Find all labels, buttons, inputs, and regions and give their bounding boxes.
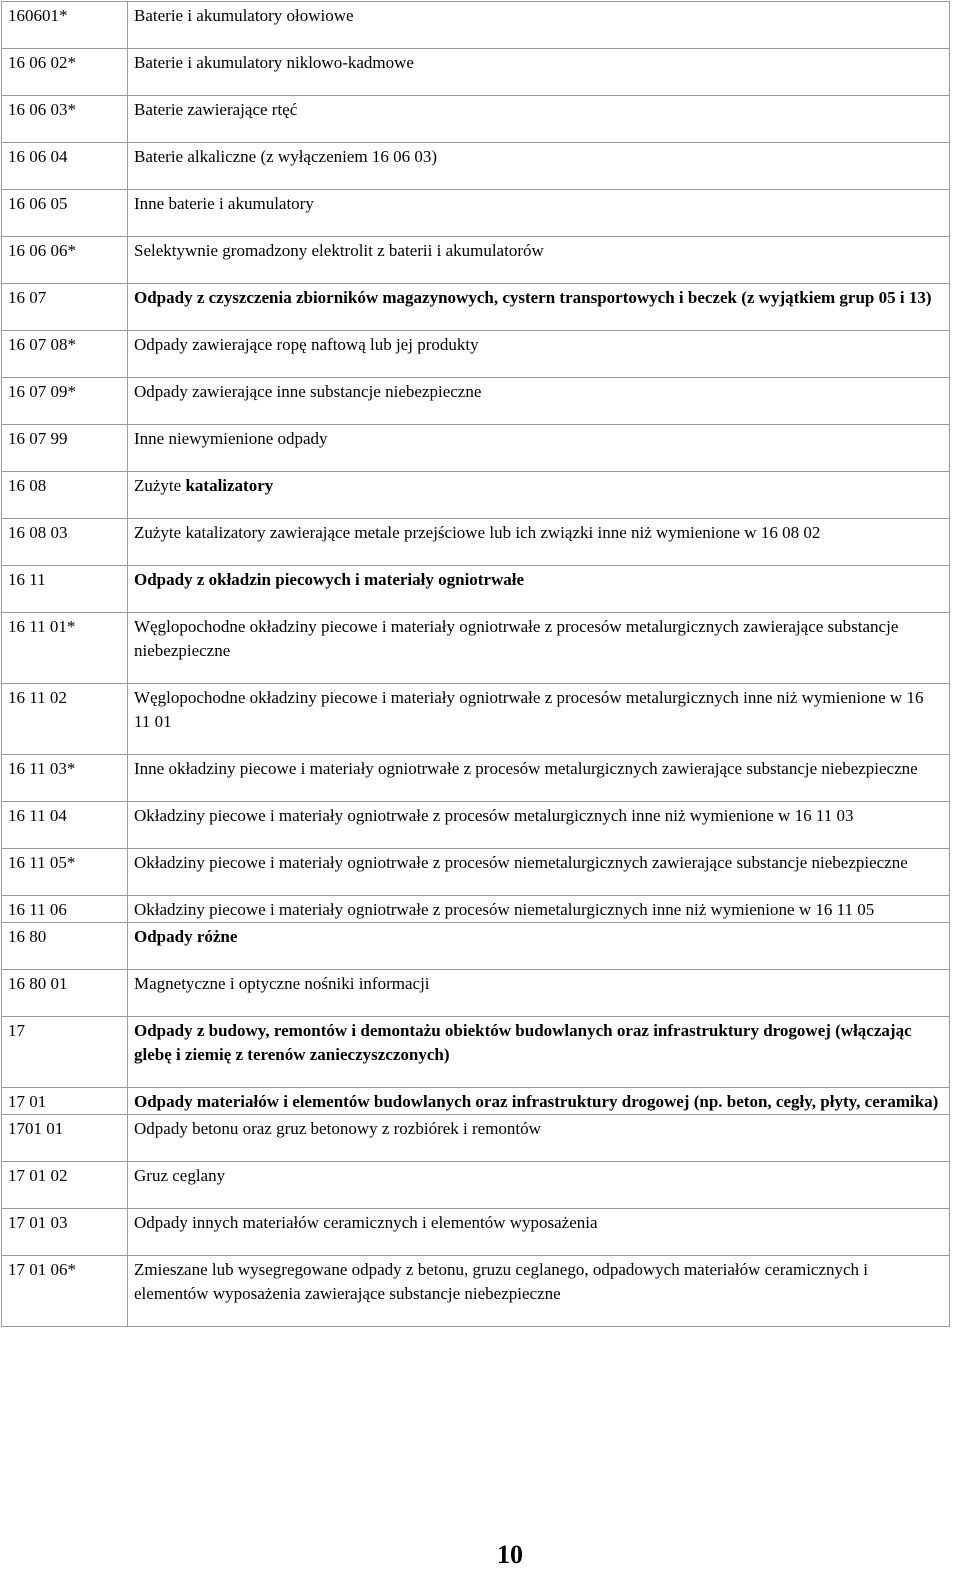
- table-row: [2, 331, 950, 378]
- waste-description: [128, 472, 950, 519]
- table-row: [2, 896, 950, 923]
- table-row-group-header: [2, 1088, 950, 1115]
- waste-code: 17 01 02: [2, 1162, 128, 1209]
- waste-code: 160601*: [2, 2, 128, 49]
- waste-description: Zmieszane lub wysegregowane odpady z betonu, gruzu ceglanego, odpadowych materiałów ceramicznych i elementów wyposażenia zawierające substancje niebezpieczne: [128, 1256, 950, 1327]
- table-row: [2, 237, 950, 284]
- waste-description: Okładziny piecowe i materiały ogniotrwałe z procesów metalurgicznych inne niż wymienione w 16 11 03: [128, 802, 950, 849]
- waste-code: 16 06 03*: [2, 96, 128, 143]
- waste-description: Zużyte katalizatory zawierające metale przejściowe lub ich związki inne niż wymienione w 16 08 02: [128, 519, 950, 566]
- waste-code: 17 01: [2, 1088, 128, 1115]
- table-row: [2, 970, 950, 1017]
- description-bold-part: katalizatory: [185, 476, 274, 495]
- page-number: 10: [497, 1540, 523, 1569]
- waste-code: 16 11 01*: [2, 613, 128, 684]
- table-row-group-header: [2, 1017, 950, 1088]
- table-row: [2, 802, 950, 849]
- table-row-group-header: [2, 566, 950, 613]
- table-row: [2, 425, 950, 472]
- waste-code: 17 01 06*: [2, 1256, 128, 1327]
- waste-description: Odpady różne: [128, 923, 950, 970]
- waste-description: Inne baterie i akumulatory: [128, 190, 950, 237]
- table-row: [2, 190, 950, 237]
- waste-code: 16 11 05*: [2, 849, 128, 896]
- waste-description: Baterie i akumulatory ołowiowe: [128, 2, 950, 49]
- waste-code: 16 06 02*: [2, 49, 128, 96]
- waste-code: 16 08 03: [2, 519, 128, 566]
- table-row: [2, 2, 950, 49]
- waste-description: Węglopochodne okładziny piecowe i materiały ogniotrwałe z procesów metalurgicznych inne niż wymienione w 16 11 01: [128, 684, 950, 755]
- description-regular-part: Zużyte: [134, 476, 186, 495]
- waste-code: 16 11 02: [2, 684, 128, 755]
- waste-description: Inne okładziny piecowe i materiały ogniotrwałe z procesów metalurgicznych zawierające substancje niebezpieczne: [128, 755, 950, 802]
- table-row: [2, 96, 950, 143]
- waste-code: 16 11 03*: [2, 755, 128, 802]
- table-row: [2, 378, 950, 425]
- table-row: [2, 613, 950, 684]
- waste-description: Odpady innych materiałów ceramicznych i elementów wyposażenia: [128, 1209, 950, 1256]
- waste-code: 16 07 09*: [2, 378, 128, 425]
- waste-description: Odpady z budowy, remontów i demontażu obiektów budowlanych oraz infrastruktury drogowej (włączając glebę i ziemię z terenów zanieczyszczonych): [128, 1017, 950, 1088]
- table-row: [2, 49, 950, 96]
- waste-code: 16 06 06*: [2, 237, 128, 284]
- waste-description: Odpady zawierające ropę naftową lub jej produkty: [128, 331, 950, 378]
- waste-description: Okładziny piecowe i materiały ogniotrwałe z procesów niemetalurgicznych inne niż wymienione w 16 11 05: [128, 896, 950, 923]
- table-row: [2, 143, 950, 190]
- waste-code-table: [1, 1, 950, 1327]
- waste-code: 16 80 01: [2, 970, 128, 1017]
- waste-description: Odpady zawierające inne substancje niebezpieczne: [128, 378, 950, 425]
- waste-description: Selektywnie gromadzony elektrolit z baterii i akumulatorów: [128, 237, 950, 284]
- waste-description: Baterie alkaliczne (z wyłączeniem 16 06 03): [128, 143, 950, 190]
- waste-code: 16 06 05: [2, 190, 128, 237]
- waste-description: Węglopochodne okładziny piecowe i materiały ogniotrwałe z procesów metalurgicznych zawierające substancje niebezpieczne: [128, 613, 950, 684]
- waste-code: 16 11: [2, 566, 128, 613]
- waste-code: 17: [2, 1017, 128, 1088]
- table-row: [2, 1162, 950, 1209]
- table-row: [2, 755, 950, 802]
- waste-code: 16 11 04: [2, 802, 128, 849]
- table-row: [2, 849, 950, 896]
- waste-description: Gruz ceglany: [128, 1162, 950, 1209]
- table-row: [2, 519, 950, 566]
- table-row: [2, 1115, 950, 1162]
- table-row-group-header: [2, 472, 950, 519]
- waste-code: 1701 01: [2, 1115, 128, 1162]
- waste-description: Magnetyczne i optyczne nośniki informacji: [128, 970, 950, 1017]
- waste-description: Inne niewymienione odpady: [128, 425, 950, 472]
- waste-code: 16 80: [2, 923, 128, 970]
- waste-code: 16 07 99: [2, 425, 128, 472]
- table-row: [2, 1209, 950, 1256]
- waste-description: Odpady materiałów i elementów budowlanych oraz infrastruktury drogowej (np. beton, cegły, płyty, ceramika): [128, 1088, 950, 1115]
- waste-code: 16 06 04: [2, 143, 128, 190]
- waste-code: 16 08: [2, 472, 128, 519]
- waste-code: 16 07: [2, 284, 128, 331]
- table-row: [2, 684, 950, 755]
- waste-description: Odpady betonu oraz gruz betonowy z rozbiórek i remontów: [128, 1115, 950, 1162]
- waste-description: Okładziny piecowe i materiały ogniotrwałe z procesów niemetalurgicznych zawierające substancje niebezpieczne: [128, 849, 950, 896]
- waste-code: 16 11 06: [2, 896, 128, 923]
- waste-description: Baterie i akumulatory niklowo-kadmowe: [128, 49, 950, 96]
- waste-code: 16 07 08*: [2, 331, 128, 378]
- table-row-group-header: [2, 284, 950, 331]
- table-row-group-header: [2, 923, 950, 970]
- waste-description: Odpady z okładzin piecowych i materiały ogniotrwałe: [128, 566, 950, 613]
- waste-description: Baterie zawierające rtęć: [128, 96, 950, 143]
- waste-code: 17 01 03: [2, 1209, 128, 1256]
- waste-description: Odpady z czyszczenia zbiorników magazynowych, cystern transportowych i beczek (z wyjątkiem grup 05 i 13): [128, 284, 950, 331]
- table-row: [2, 1256, 950, 1327]
